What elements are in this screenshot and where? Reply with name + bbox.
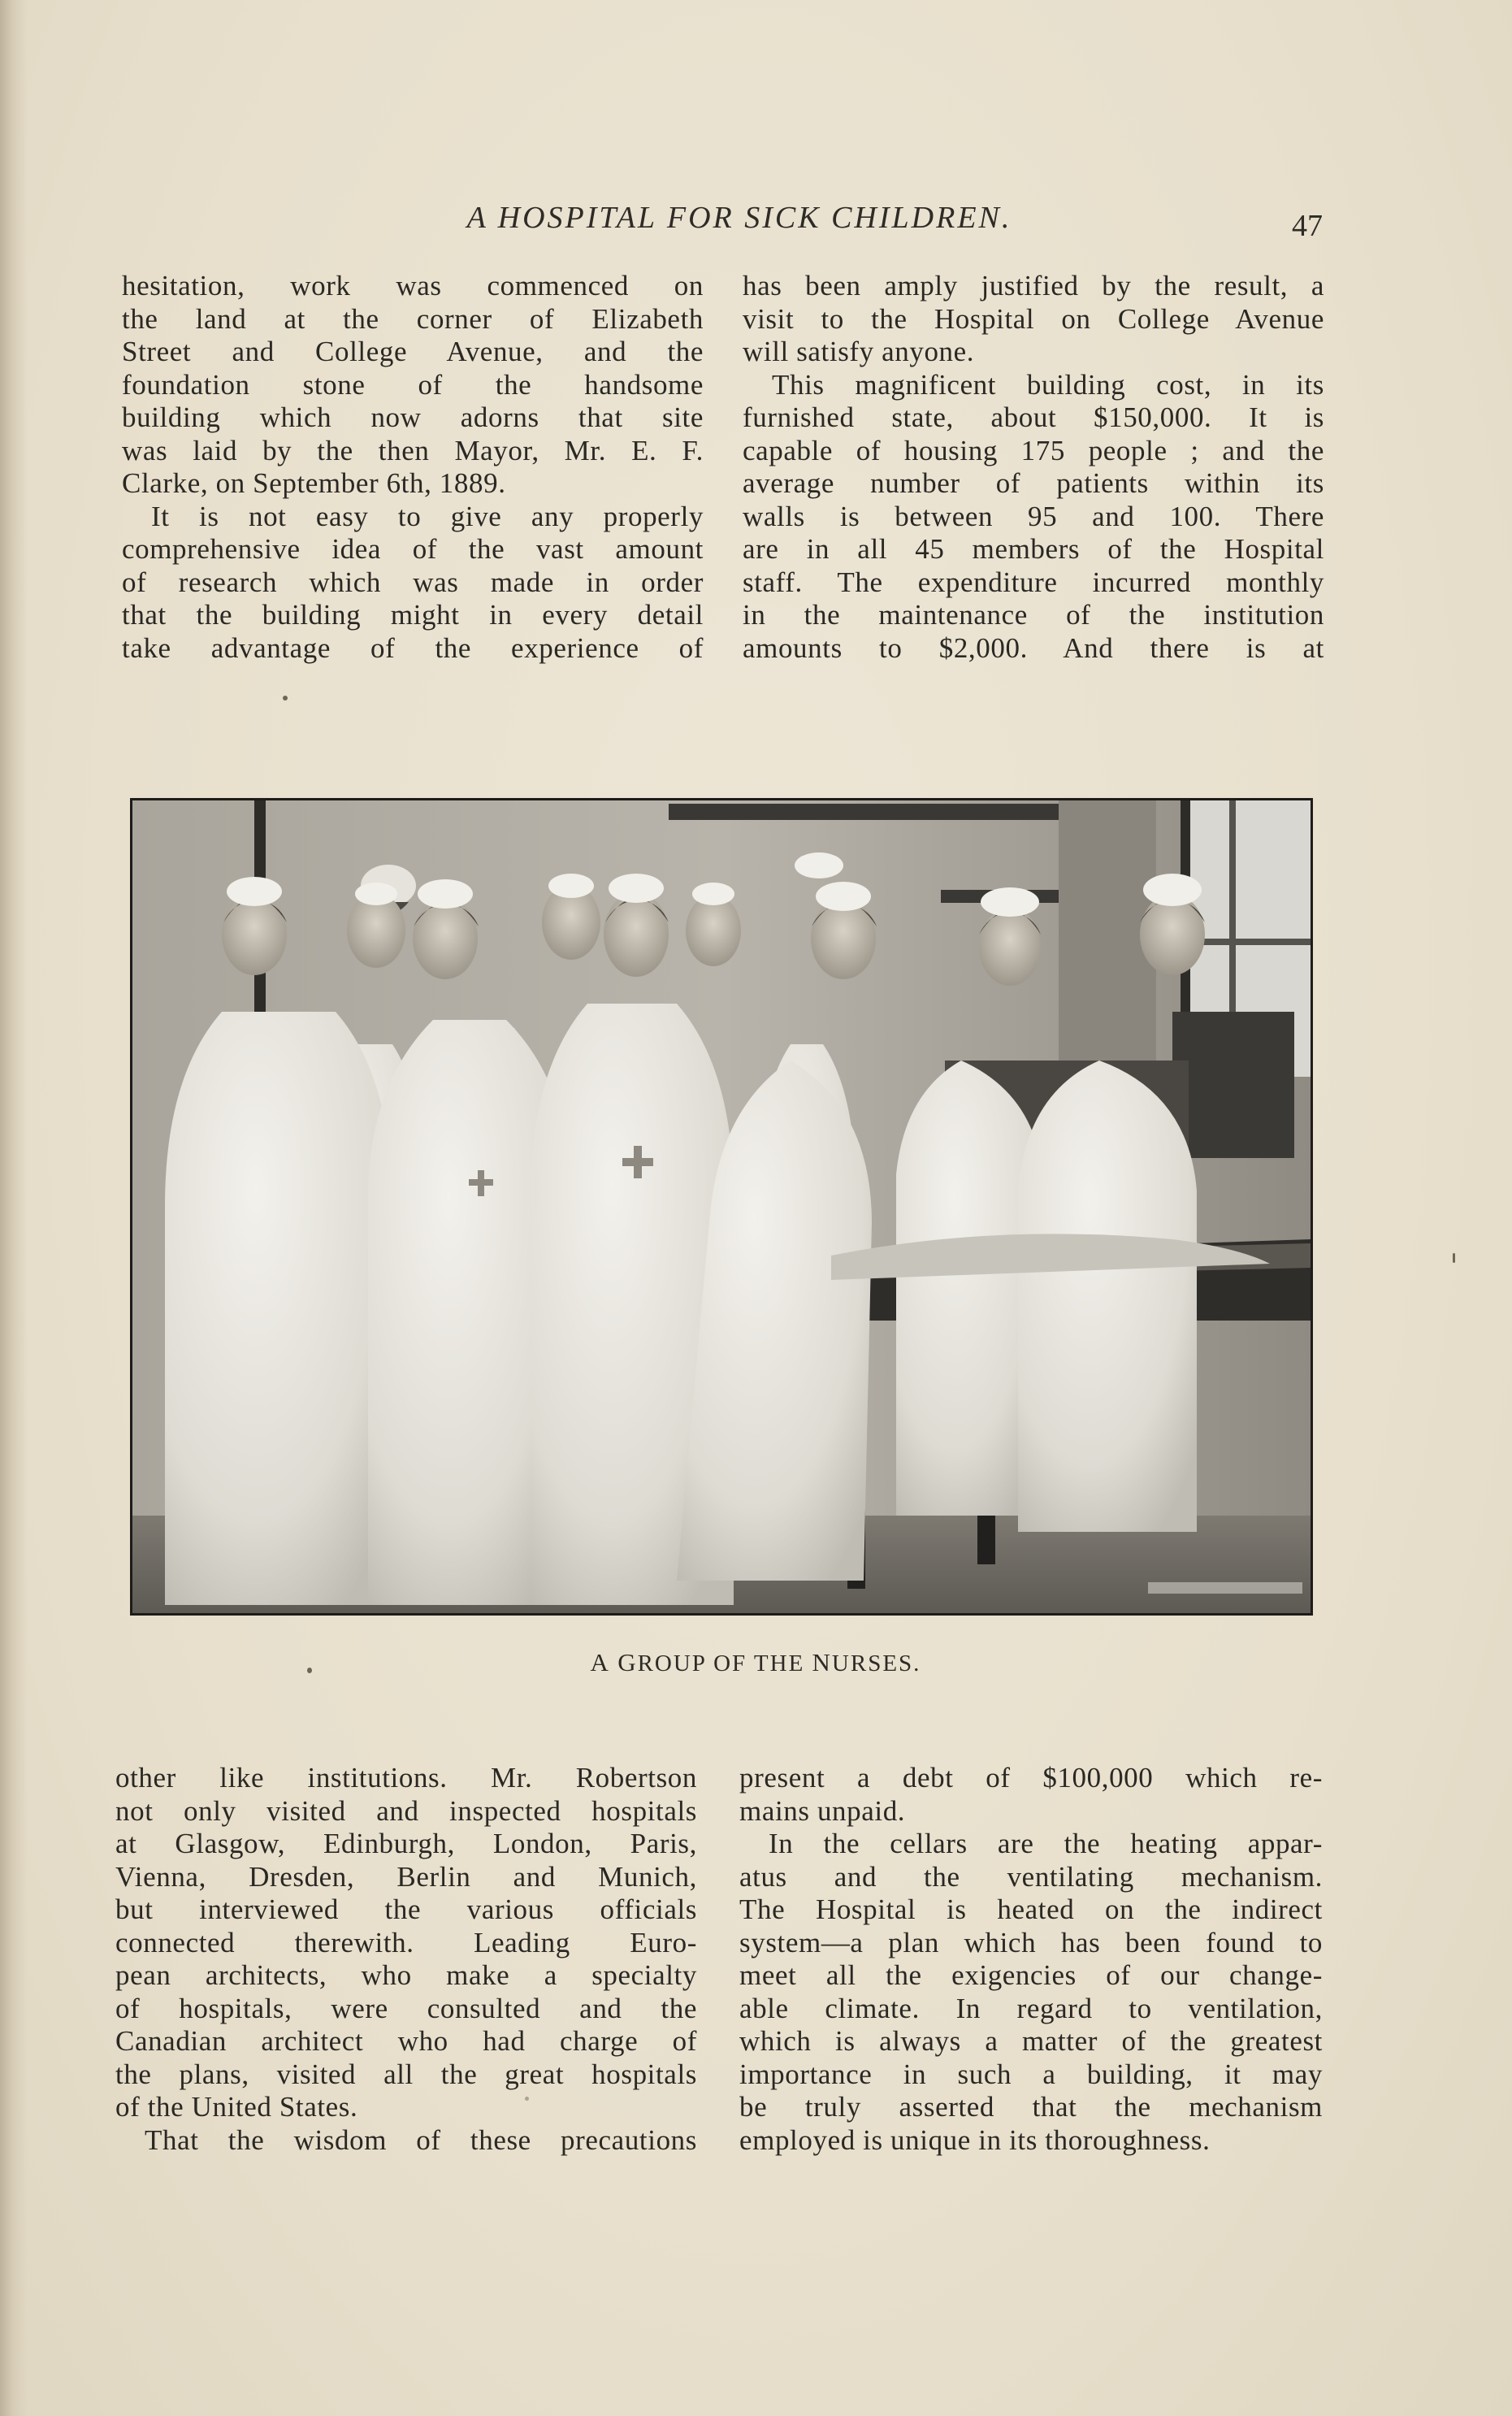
text-line: has been amply justified by the result, a	[743, 270, 1324, 301]
caption-small-caps-2: URSES.	[831, 1650, 921, 1676]
text-line: that the building might in every detail	[122, 599, 704, 631]
text-line: in the maintenance of the institution	[743, 599, 1324, 631]
caption-n: N	[812, 1648, 832, 1676]
text-line: amounts to $2,000. And there is at	[743, 631, 1324, 664]
text-line: at Glasgow, Edinburgh, London, Paris,	[115, 1828, 697, 1859]
text-line: hesitation, work was commenced on	[122, 270, 704, 301]
text-line: foundation stone of the handsome	[122, 368, 704, 401]
text-line: able climate. In regard to ventilation,	[739, 1992, 1323, 2024]
column-bottom-right	[739, 1762, 1323, 2157]
text-line: That the wisdom of these precautions	[145, 2123, 697, 2156]
text-line: other like institutions. Mr. Robertson	[115, 1762, 697, 1794]
text-line: capable of housing 175 people ; and the	[743, 434, 1324, 466]
text-line: In the cellars are the heating appar-	[769, 1828, 1323, 1859]
text-line: atus and the ventilating mechanism.	[739, 1860, 1323, 1893]
text-line: the land at the corner of Elizabeth	[122, 302, 704, 335]
text-line: visit to the Hospital on College Avenue	[743, 302, 1324, 335]
text-line: system—a plan which has been found to	[739, 1926, 1323, 1958]
binding-shadow	[0, 0, 28, 2416]
text-line: of hospitals, were consulted and the	[115, 1992, 697, 2024]
nurses-group-photograph	[130, 798, 1313, 1616]
column-top-left	[122, 270, 704, 665]
photograph-illustration	[132, 800, 1311, 1613]
text-line: connected therewith. Leading Euro-	[115, 1926, 697, 1958]
text-line: present a debt of $100,000 which re-	[739, 1762, 1323, 1794]
column-top-right	[743, 270, 1324, 665]
paper-speck	[283, 696, 288, 701]
text-line: but interviewed the various officials	[115, 1893, 697, 1925]
text-line: be truly asserted that the mechanism	[739, 2091, 1323, 2123]
text-line: Clarke, on September 6th, 1889.	[122, 467, 506, 499]
text-line: staff. The expenditure incurred monthly	[743, 566, 1324, 598]
text-line: the plans, visited all the great hospitals	[115, 2058, 697, 2090]
column-bottom-left	[115, 1762, 697, 2157]
text-line: walls is between 95 and 100. There	[743, 500, 1324, 532]
text-line: of the United States.	[115, 2091, 358, 2123]
text-line: Canadian architect who had charge of	[115, 2025, 697, 2057]
text-line: building which now adorns that site	[122, 401, 704, 433]
text-line: Street and College Avenue, and the	[122, 336, 704, 367]
text-line: will satisfy anyone.	[743, 336, 975, 367]
caption-initial: A	[590, 1648, 610, 1676]
paper-speck	[1453, 1253, 1455, 1263]
text-line: It is not easy to give any properly	[151, 500, 704, 532]
text-line: The Hospital is heated on the indirect	[739, 1893, 1323, 1925]
page-number: 47	[1292, 209, 1323, 243]
paper-speck	[525, 2097, 529, 2101]
text-line: furnished state, about $150,000. It is	[743, 401, 1324, 433]
text-line: pean architects, who make a specialty	[115, 1959, 697, 1991]
text-line: not only visited and inspected hospitals	[115, 1794, 697, 1827]
text-line: take advantage of the experience of	[122, 631, 704, 664]
caption-g: G	[617, 1648, 638, 1676]
text-line: meet all the exigencies of our change-	[739, 1959, 1323, 1991]
text-line: Vienna, Dresden, Berlin and Munich,	[115, 1860, 697, 1893]
running-title: A HOSPITAL FOR SICK CHILDREN.	[466, 201, 1012, 235]
figure-caption	[455, 1648, 1056, 1677]
paper-speck	[307, 1668, 312, 1673]
text-line: importance in such a building, it may	[739, 2058, 1323, 2090]
text-line: average number of patients within its	[743, 467, 1324, 499]
text-line: which is always a matter of the greatest	[739, 2025, 1323, 2057]
caption-small-caps-1: ROUP OF THE	[637, 1650, 805, 1676]
text-line: are in all 45 members of the Hospital	[743, 533, 1324, 565]
text-line: comprehensive idea of the vast amount	[122, 533, 704, 565]
text-line: of research which was made in order	[122, 566, 704, 598]
text-line: employed is unique in its thoroughness.	[739, 2123, 1211, 2156]
text-line: mains unpaid.	[739, 1794, 906, 1827]
text-line: was laid by the then Mayor, Mr. E. F.	[122, 434, 704, 466]
text-line: This magnificent building cost, in its	[772, 368, 1324, 401]
